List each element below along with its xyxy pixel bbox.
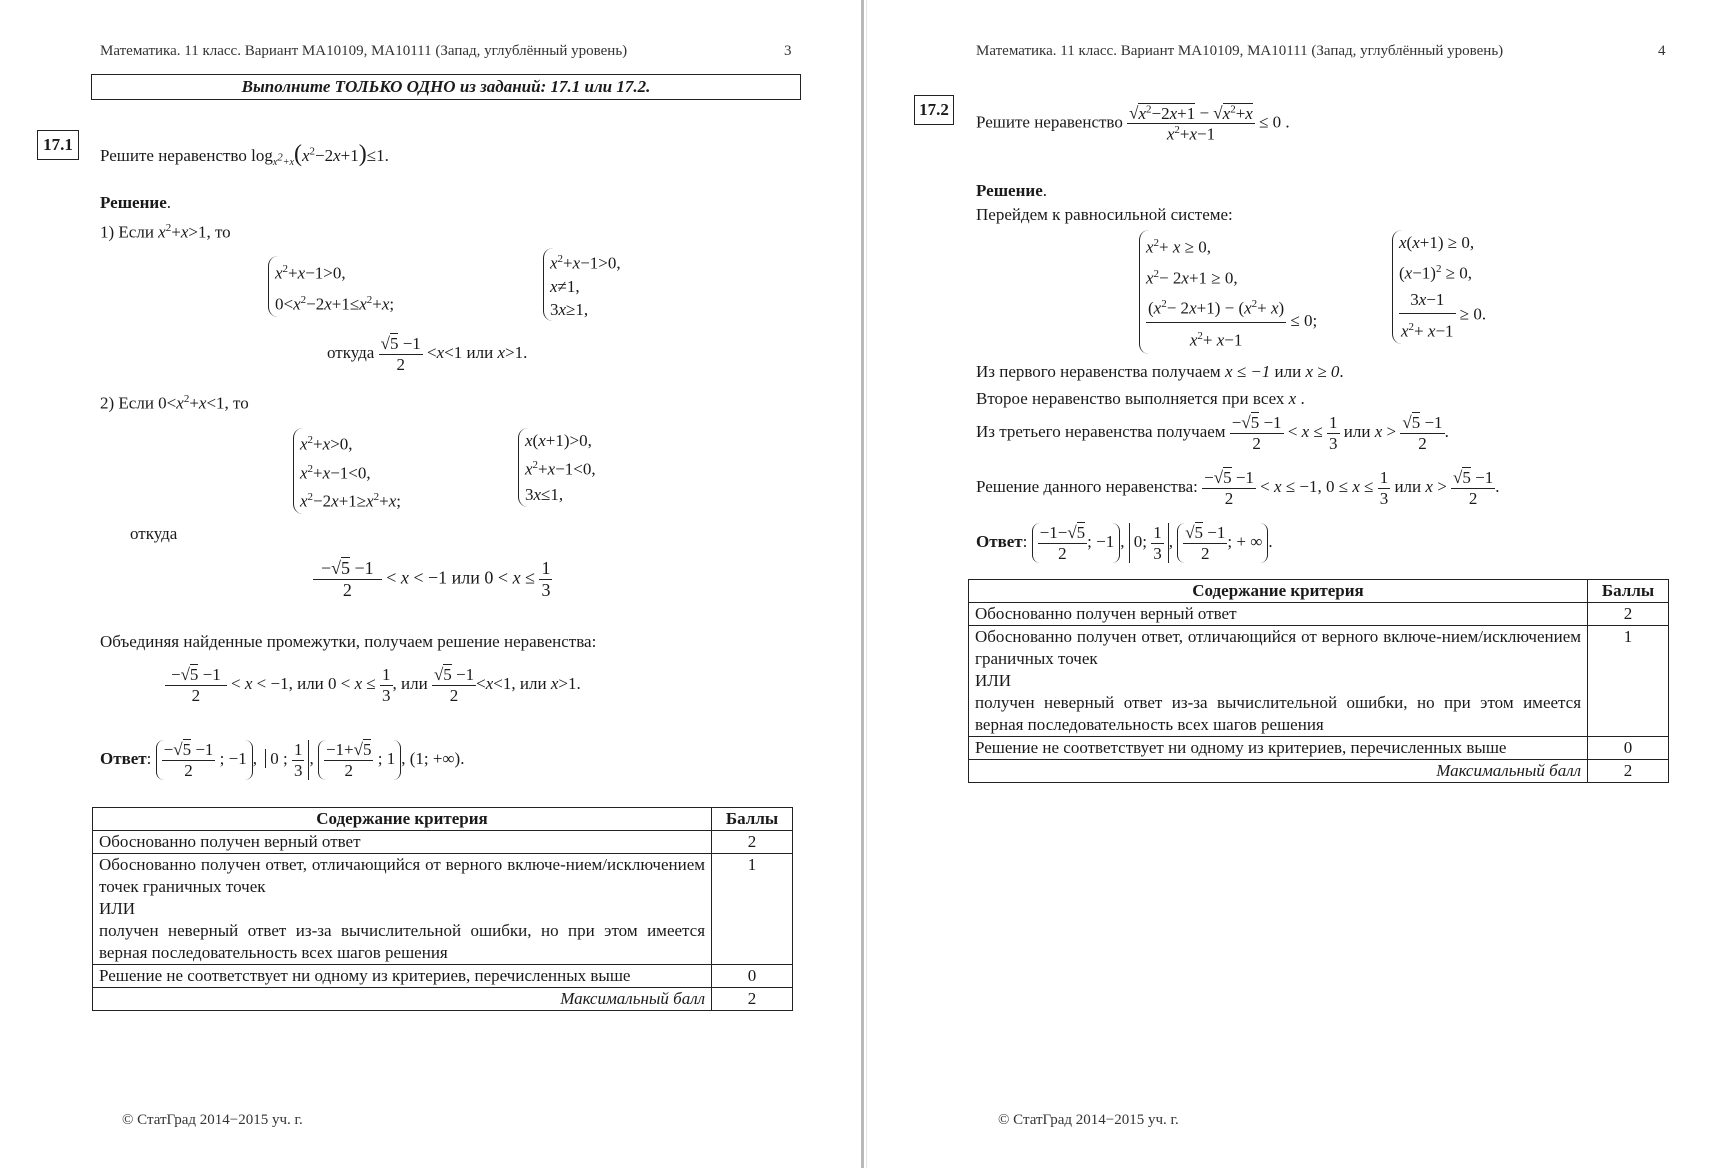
whence-label-2: откуда — [130, 524, 178, 543]
answer-left: Ответ: $\frac{-√5 -1}{2}$ ; −1 , 0 ; $\frac{1}{3}$ , $\frac{-1+√5}{2}$ ; 1 , (1; +∞). — [100, 740, 465, 780]
task-choice-banner: Выполните ТОЛЬКО ОДНО из заданий: 17.1 или 17.2. — [91, 74, 801, 100]
final-solution-line: Решение данного неравенства: $\frac{-√5 -1}{2}$ < x ≤ −1, 0 ≤ x ≤ $\frac{1}{3}$ или x > $\frac{√5 -1}{2}$ . — [976, 468, 1500, 508]
task-17-2-statement: Решите неравенство $\frac{√x^2-2x+1 - √x^2+x}{x^2+x-1}$ ≤ 0 . — [976, 103, 1290, 144]
table-row: Решение не соответствует ни одному из критериев, перечисленных выше 0 — [93, 965, 793, 988]
solution-label-left: Решение. — [100, 193, 171, 212]
criteria-table-left — [92, 807, 793, 1011]
criteria-table-right — [968, 579, 1669, 783]
page-divider-shade — [866, 0, 867, 1168]
case-1-system-a: $x^2+x-1>0$, $0<x^2-2x+1\le x^2+x$; — [268, 256, 394, 317]
case-1-line: 1) Если $x^2+x>1$, то — [100, 222, 231, 242]
union-text: Объединяя найденные промежутки, получаем решение неравенства: — [100, 632, 597, 651]
table-row: Обоснованно получен ответ, отличающийся от верного включе-нием/исключением точек граничных точек ИЛИ получен неверный ответ из-за вычислительной ошибки, но при этом имеется верная последовательность всех шагов решения 1 — [93, 854, 793, 965]
equiv-system-b: x(x+1) ≥ 0, $(x-1)^2 \ge 0$, $\frac{3x-1}{x^2+ x-1}$ ≥ 0. — [1392, 230, 1486, 344]
task-17-1-statement — [100, 141, 389, 169]
union-result: $\frac{-√5 -1}{2}$ < x < −1, или 0 < x ≤ $\frac{1}{3}$ , или $\frac{√5 -1}{2}$ <x<1, или x>1. — [165, 665, 581, 705]
table-row: Обоснованно получен верный ответ 2 — [93, 831, 793, 854]
table-row-max: Максимальный балл 2 — [93, 988, 793, 1011]
page-header-right: Математика. 11 класс. Вариант МА10109, МА10111 (Запад, углублённый уровень) — [976, 43, 1504, 59]
task-17-1-inequality: $\log_{x^2+x}(x^2-2x+1)\le 1$. — [251, 141, 389, 169]
task-number-17-1: 17.1 — [37, 130, 79, 160]
page-divider — [861, 0, 864, 1168]
table-row-max: Максимальный балл 2 — [969, 760, 1669, 783]
page-number-left: 3 — [784, 43, 792, 59]
case-2-system-b: x(x+1)>0, $x^2+x-1<0$, 3x≤1, — [518, 428, 596, 507]
footer-left: © СтатГрад 2014−2015 уч. г. — [122, 1112, 303, 1128]
solution-label-right: Решение. — [976, 181, 1047, 200]
table-row: Обоснованно получен ответ, отличающийся от верного включе-нием/исключением граничных точек ИЛИ получен неверный ответ из-за вычислительной ошибки, но при этом имеется верная последовательность всех шагов решения 1 — [969, 626, 1669, 737]
table-header: Содержание критерия Баллы — [93, 808, 793, 831]
table-row: Обоснованно получен верный ответ 2 — [969, 603, 1669, 626]
second-ineq-line: Второе неравенство выполняется при всех x . — [976, 389, 1305, 408]
case-2-line: 2) Если $0<x^2+x<1$, то — [100, 393, 249, 413]
table-header: Содержание критерия Баллы — [969, 580, 1669, 603]
third-ineq-line: Из третьего неравенства получаем $\frac{-√5 -1}{2}$ < x ≤ $\frac{1}{3}$ или x > $\frac{√5 -1}{2}$ . — [976, 413, 1449, 453]
footer-right: © СтатГрад 2014−2015 уч. г. — [998, 1112, 1179, 1128]
table-row: Решение не соответствует ни одному из критериев, перечисленных выше 0 — [969, 737, 1669, 760]
page-number-right: 4 — [1658, 43, 1666, 59]
first-ineq-line: Из первого неравенства получаем x ≤ −1 или x ≥ 0. — [976, 362, 1344, 381]
equiv-system-a: $x^2+ x \ge 0$, $x^2- 2x+1 \ge 0$, $\frac{(x^2- 2x+1) - (x^2+ x)}{x^2+ x-1}$ ≤ 0; — [1139, 230, 1317, 354]
task-17-1-prefix: Решите неравенство — [100, 146, 247, 165]
answer-right: Ответ: $\frac{-1-√5}{2}$ ; −1 , 0; $\frac{1}{3}$ , $\frac{√5 -1}{2}$ ; + ∞ . — [976, 523, 1273, 563]
case-2-system-a: $x^2+x>0$, $x^2+x-1<0$, $x^2-2x+1\ge x^2+x$; — [293, 428, 401, 514]
case-1-result: откуда $\frac{√5 -1}{2}$ <x<1 или x>1. — [327, 334, 528, 374]
page-header-left: Математика. 11 класс. Вариант МА10109, МА10111 (Запад, углублённый уровень) — [100, 43, 628, 59]
case-2-result: $\frac{-√5 -1}{2}$ < x < −1 или 0 < x ≤ $\frac{1}{3}$ — [313, 558, 552, 600]
case-1-system-b: $x^2+x-1>0$, x≠1, 3x≥1, — [543, 248, 621, 321]
equiv-text: Перейдем к равносильной системе: — [976, 205, 1233, 224]
task-number-17-2: 17.2 — [914, 95, 954, 125]
